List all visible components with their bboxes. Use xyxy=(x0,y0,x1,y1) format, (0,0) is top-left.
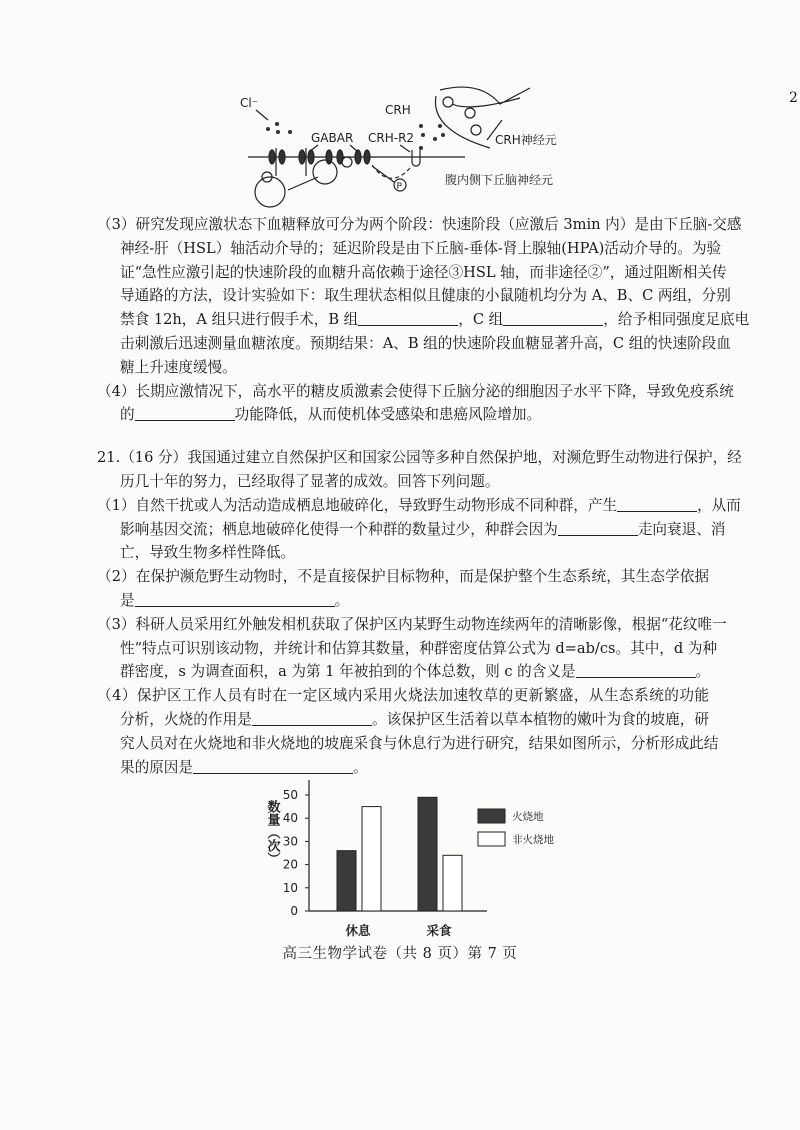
text-line xyxy=(120,308,750,332)
text-segment: 果的原因是 xyxy=(120,758,193,776)
y-tick-label: 50 xyxy=(282,788,298,802)
question-paragraph xyxy=(97,684,719,779)
text-line xyxy=(97,613,727,637)
crh-r2-label: CRH-R2 xyxy=(368,131,415,145)
text-line xyxy=(120,708,709,732)
text-segment: 功能降低，从而使机体受感染和患癌风险增加。 xyxy=(234,406,542,424)
y-tick-label: 20 xyxy=(282,857,298,872)
page-footer: 高三生物学试卷（共 8 页）第 7 页 xyxy=(282,946,518,962)
text-segment: 神经-肝（HSL）轴活动介导的；延迟阶段是由下丘脑-垂体-肾上腺轴(HPA)活动介导的。为验 xyxy=(120,239,722,257)
text-segment: 性”特点可识别该动物，并统计和估算其数量，种群密度估算公式为 d=ab/cs。其中，d 为种 xyxy=(120,639,718,657)
text-segment: 。 xyxy=(352,758,368,776)
legend-swatch xyxy=(478,809,505,823)
question-paragraph xyxy=(97,446,742,494)
crh-receptor xyxy=(412,150,420,166)
text-line xyxy=(120,589,709,613)
text-line xyxy=(97,565,709,589)
question-paragraph xyxy=(97,380,734,428)
text-segment: 历几十年的努力，已经取得了显著的成效。回答下列问题。 xyxy=(120,472,500,490)
text-segment: 禁食 12h，A 组只进行假手术，B 组 xyxy=(120,311,359,329)
text-line xyxy=(120,356,709,380)
p-label: P xyxy=(396,182,402,192)
text-segment: （1）自然干扰或人为活动造成栖息地破碎化，导致野生动物形成不同种群，产生 xyxy=(97,496,618,514)
legend-label: 火烧地 xyxy=(512,811,544,823)
text-segment: 21.（16 分）我国通过建立自然保护区和国家公园等多种自然保护地，对濒危野生动物进行保护，经 xyxy=(97,449,742,467)
answer-blank[interactable] xyxy=(135,405,235,421)
answer-blank[interactable] xyxy=(252,710,372,726)
text-line xyxy=(120,261,727,285)
gabar-label: GABAR xyxy=(311,131,354,145)
legend-swatch xyxy=(478,832,505,846)
bar-0-0 xyxy=(337,851,356,911)
text-line xyxy=(97,213,742,237)
text-line xyxy=(120,403,709,427)
text-line xyxy=(97,684,709,708)
answer-blank[interactable] xyxy=(558,520,638,536)
text-segment: （4）保护区工作人员有时在一定区域内采用火烧法加速牧草的更新繁盛，从生态系统的功能 xyxy=(97,687,709,705)
text-line xyxy=(120,541,709,565)
text-segment: 分析，火烧的作用是 xyxy=(120,710,252,728)
answer-blank[interactable] xyxy=(503,310,603,326)
bar-chart xyxy=(265,780,555,938)
text-segment: 究人员对在火烧地和非火烧地的坡鹿采食与休息行为进行研究，结果如图所示，分析形成此结 xyxy=(120,734,719,752)
text-line xyxy=(120,237,722,261)
text-segment: 。该保护区生活着以草本植物的嫩叶为食的坡鹿，研 xyxy=(371,710,709,728)
text-line xyxy=(120,756,709,780)
text-line xyxy=(120,470,709,494)
text-segment: 群密度，s 为调查面积，a 为第 1 年被拍到的个体总数，则 c 的含义是 xyxy=(120,663,576,681)
bar-1-0 xyxy=(418,797,437,911)
dashed-arrow xyxy=(372,165,410,178)
text-segment: ，C 组 xyxy=(458,311,504,329)
y-tick-label: 40 xyxy=(282,811,298,826)
neuron-signaling-diagram xyxy=(240,87,557,207)
text-line xyxy=(120,518,726,542)
text-segment: 。 xyxy=(695,663,711,681)
text-segment: （2）在保护濒危野生动物时，不是直接保护目标物种，而是保护整个生态系统，其生态学依据 xyxy=(97,568,709,586)
text-segment: （3）研究发现应激状态下血糖释放可分为两个阶段：快速阶段（应激后 3min 内）是由下丘脑-交感 xyxy=(97,216,742,233)
legend-label: 非火烧地 xyxy=(512,834,554,846)
text-segment: 影响基因交流；栖息地破碎化使得一个种群的数量过少，种群会因为 xyxy=(120,520,558,538)
question-text xyxy=(97,213,750,779)
question-paragraph xyxy=(97,494,741,565)
question-paragraph xyxy=(97,565,709,613)
answer-blank[interactable] xyxy=(358,310,458,326)
x-tick-label: 采食 xyxy=(426,923,452,938)
text-segment: 证“急性应激引起的快速阶段的血糖升高依赖于途径③HSL 轴，而非途径②”，通过阻断相关传 xyxy=(120,263,727,281)
cl-pointer xyxy=(256,110,268,120)
text-segment: 是 xyxy=(120,591,135,609)
crh-molecules xyxy=(419,124,445,150)
text-segment: 击刺激后迅速测量血糖浓度。预期结果：A、B 组的快速阶段血糖显著升高，C 组的快速阶段血 xyxy=(120,334,731,352)
page-corner-number: 2 xyxy=(789,90,798,106)
text-segment: 走向衰退、消 xyxy=(637,520,726,538)
cl-label: Cl⁻ xyxy=(240,96,259,110)
text-line xyxy=(120,284,731,308)
vesicle xyxy=(313,160,337,184)
answer-blank[interactable] xyxy=(135,591,335,607)
vmh-neuron-label: 腹内侧下丘脑神经元 xyxy=(445,173,554,187)
y-tick-label: 10 xyxy=(282,880,298,895)
text-line xyxy=(97,446,742,470)
text-line xyxy=(120,332,731,356)
answer-blank[interactable] xyxy=(617,496,697,512)
text-segment: 导通路的方法，设计实验如下：取生理状态相似且健康的小鼠随机均分为 A、B、C 两组，分别 xyxy=(120,287,731,305)
crh-label: CRH xyxy=(385,103,411,117)
crh-neuron-label: CRH神经元 xyxy=(495,133,557,147)
text-segment: ，给予相同强度足底电 xyxy=(603,311,750,329)
x-tick-label: 休息 xyxy=(345,923,371,938)
text-line xyxy=(120,660,709,684)
text-segment: 亡，导致生物多样性降低。 xyxy=(120,544,296,562)
bar-1-1 xyxy=(443,855,462,911)
text-line xyxy=(120,637,718,661)
answer-blank[interactable] xyxy=(576,662,696,678)
text-segment: （3）科研人员采用红外触发相机获取了保护区内某野生动物连续两年的清晰影像，根据“花纹唯一 xyxy=(97,615,727,633)
text-segment: ，从而 xyxy=(697,496,741,514)
text-segment: （4）长期应激情况下，高水平的糖皮质激素会使得下丘脑分泌的细胞因子水平下降，导致免疫系统 xyxy=(97,382,734,400)
text-segment: 。 xyxy=(334,591,350,609)
y-axis-label: 数量（次） xyxy=(264,800,280,865)
text-line xyxy=(97,380,734,404)
cl-ions xyxy=(266,122,292,134)
text-segment: 的 xyxy=(120,406,135,424)
question-paragraph xyxy=(97,213,750,380)
answer-blank[interactable] xyxy=(193,758,353,774)
y-tick-label: 30 xyxy=(282,834,298,849)
text-line xyxy=(120,732,719,756)
question-paragraph xyxy=(97,613,727,684)
y-tick-label: 0 xyxy=(290,904,298,918)
bar-0-1 xyxy=(362,807,381,911)
text-line xyxy=(97,494,741,518)
text-segment: 糖上升速度缓慢。 xyxy=(120,358,237,376)
